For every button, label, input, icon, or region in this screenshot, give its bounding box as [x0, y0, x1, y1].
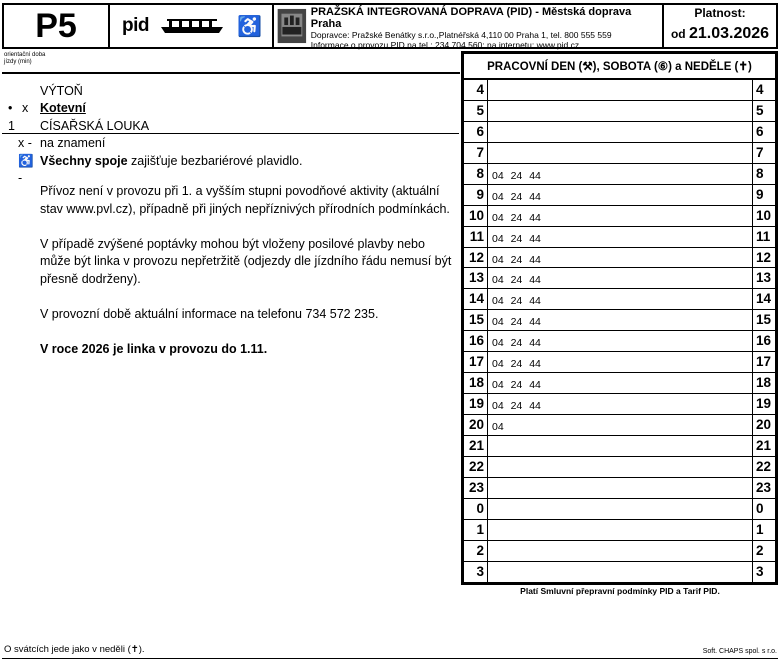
- hour-cell-right: 20: [756, 417, 772, 432]
- minutes-cell: [488, 436, 753, 456]
- pid-logo: pid: [122, 15, 149, 36]
- minutes-cell: [488, 562, 753, 583]
- hour-cell: 13: [464, 268, 488, 288]
- hour-cell: 6: [464, 122, 488, 142]
- hour-cell: 14: [464, 289, 488, 309]
- hour-cell-right: 7: [756, 144, 764, 160]
- hour-cell-right: 4: [756, 82, 764, 97]
- hour-cell: 5: [464, 101, 488, 121]
- prague-emblem-icon: [276, 8, 308, 44]
- hour-cell: 2: [464, 541, 488, 561]
- minutes-cell: 04 24 44: [488, 164, 753, 184]
- hour-cell: 18: [464, 373, 488, 393]
- hour-cell: 11: [464, 227, 488, 247]
- hour-cell: 7: [464, 143, 488, 163]
- hour-cell: 4: [464, 80, 488, 100]
- minutes-cell: [488, 478, 753, 498]
- minutes-cell: 04: [488, 415, 753, 435]
- hour-cell: 17: [464, 352, 488, 372]
- org-title: PRAŽSKÁ INTEGROVANÁ DOPRAVA (PID) - Městská doprava Praha: [310, 6, 632, 30]
- hour-cell-right: 9: [756, 186, 764, 202]
- ferry-icon: [159, 17, 225, 35]
- table-row: [464, 562, 775, 583]
- hour-cell: 3: [464, 562, 488, 583]
- minutes-cell: [488, 499, 753, 519]
- line-number-cell: [4, 5, 110, 47]
- minutes-cell: [488, 520, 753, 540]
- table-row: [464, 248, 775, 269]
- hour-cell-right: 22: [756, 458, 772, 474]
- org-info-cell: [274, 5, 664, 50]
- departure-table: [461, 51, 778, 585]
- hour-cell-right: 17: [756, 354, 772, 370]
- holiday-note: O svátcích jede jako v neděli (✝).: [4, 644, 145, 655]
- wheelchair-icon: ♿: [237, 15, 262, 38]
- table-row: [464, 80, 775, 101]
- minutes-cell: [488, 122, 753, 142]
- table-row: [464, 520, 775, 541]
- operator-info: Dopravce: Pražské Benátky s.r.o.,Platnéřská 4,110 00 Praha 1, tel. 800 555 559: [310, 30, 612, 40]
- hour-cell: 23: [464, 478, 488, 498]
- hour-cell-right: 3: [756, 563, 764, 579]
- table-row: [464, 436, 775, 457]
- minutes-cell: 04 24 44: [488, 185, 753, 205]
- timetable-header: [2, 3, 778, 49]
- minutes-cell: 04 24 44: [488, 352, 753, 372]
- table-row: [464, 143, 775, 164]
- table-row: [464, 164, 775, 185]
- divider: [2, 72, 460, 74]
- hour-cell: 20: [464, 415, 488, 435]
- service-info: [40, 183, 458, 376]
- validity-cell: [664, 5, 776, 47]
- minutes-cell: [488, 143, 753, 163]
- hour-cell-right: 6: [756, 123, 764, 139]
- hour-cell: 10: [464, 206, 488, 226]
- hour-cell-right: 23: [756, 479, 772, 495]
- table-row: [464, 185, 775, 206]
- phone-info: V provozní době aktuální informace na telefonu 734 572 235.: [40, 306, 379, 321]
- table-row: [464, 415, 775, 436]
- validity-label: Platnost:: [694, 6, 746, 20]
- hour-cell-right: 16: [756, 333, 772, 349]
- line-number: P5: [35, 6, 77, 45]
- hour-cell: 1: [464, 520, 488, 540]
- minutes-cell: [488, 457, 753, 477]
- flood-notice: Přívoz není v provozu při 1. a vyšším stupni povodňové aktivity (aktuální stav www.pvl.cz), případně při jiných nepříznivých přírodních podmínkách.: [40, 184, 450, 216]
- minutes-cell: 04 24 44: [488, 289, 753, 309]
- stop-name: CÍSAŘSKÁ LOUKA: [40, 118, 150, 133]
- minutes-cell: [488, 101, 753, 121]
- table-row: [464, 373, 775, 394]
- table-row: [464, 478, 775, 499]
- minutes-cell: 04 24 44: [488, 227, 753, 247]
- validity-date: 21.03.2026: [688, 25, 770, 42]
- table-row: [464, 352, 775, 373]
- hour-cell-right: 5: [756, 102, 764, 118]
- hour-cell-right: 10: [756, 207, 772, 223]
- pid-brand-cell: [110, 5, 274, 47]
- divider: [2, 133, 459, 134]
- hour-cell-right: 0: [756, 500, 764, 516]
- hour-cell-right: 12: [756, 249, 772, 265]
- conditions-note: Platí Smluvní přepravní podmínky PID a Tarif PID.: [520, 586, 720, 596]
- table-row: [464, 227, 775, 248]
- note-accessible: ♿ - Všechny spoje zajišťuje bezbariérové plavidlo.: [18, 153, 303, 185]
- stop-name: VÝTOŇ: [40, 83, 83, 98]
- hour-cell: 0: [464, 499, 488, 519]
- hour-cell-right: 13: [756, 270, 772, 286]
- minutes-cell: 04 24 44: [488, 331, 753, 351]
- table-row: [464, 268, 775, 289]
- validity-value: [671, 25, 769, 43]
- stop-item: [8, 82, 458, 100]
- divider: [2, 658, 778, 659]
- hour-cell-right: 18: [756, 375, 772, 391]
- table-row: [464, 457, 775, 478]
- table-row: [464, 310, 775, 331]
- legend-notes: [18, 135, 456, 188]
- hour-cell-right: 15: [756, 312, 772, 328]
- hour-cell-right: 21: [756, 437, 772, 453]
- minutes-cell: [488, 80, 753, 100]
- table-row: [464, 122, 775, 143]
- hour-cell-right: 14: [756, 291, 772, 307]
- minutes-cell: 04 24 44: [488, 206, 753, 226]
- note-on-request: x - na znamení: [18, 136, 106, 150]
- hour-cell: 8: [464, 164, 488, 184]
- hour-cell-right: 8: [756, 165, 764, 181]
- extra-service-notice: V případě zvýšené poptávky mohou být vloženy posilové plavby nebo může být linka v provozu nepřetržitě (odjezdy dle jízdního řádu nemusí být přesně dodrženy).: [40, 236, 452, 286]
- table-row: [464, 394, 775, 415]
- left-panel: [2, 52, 459, 72]
- minutes-cell: 04 24 44: [488, 310, 753, 330]
- table-heading: PRACOVNÍ DEN (⚒), SOBOTA (⑥) a NEDĚLE (✝): [464, 54, 775, 80]
- table-row: [464, 541, 775, 562]
- travel-time-label: orientační doba jízdy (min): [4, 52, 46, 65]
- minutes-cell: 04 24 44: [488, 394, 753, 414]
- hour-cell: 12: [464, 248, 488, 268]
- season-notice: V roce 2026 je linka v provozu do 1.11.: [40, 341, 268, 356]
- current-stop-name: Kotevní: [40, 101, 86, 116]
- contact-info: Informace o provozu PID na tel.: 234 704 560; na internetu: www.pid.cz: [310, 40, 580, 50]
- table-row: [464, 499, 775, 520]
- stop-item-current: • x Kotevní: [8, 101, 86, 116]
- table-rows: [464, 80, 775, 583]
- validity-prefix: od: [670, 27, 686, 41]
- hour-cell: 22: [464, 457, 488, 477]
- hour-cell-right: 11: [756, 228, 771, 244]
- hour-cell: 9: [464, 185, 488, 205]
- hour-cell: 16: [464, 331, 488, 351]
- stop-list: [8, 82, 458, 135]
- hour-cell-right: 2: [756, 542, 764, 558]
- table-row: [464, 101, 775, 122]
- table-row: [464, 206, 775, 227]
- hour-cell: 21: [464, 436, 488, 456]
- table-row: [464, 289, 775, 310]
- minutes-cell: 04 24 44: [488, 248, 753, 268]
- software-credit: Soft. CHAPS spol. s r.o.: [702, 648, 777, 655]
- stop-item: 1 CÍSAŘSKÁ LOUKA: [8, 118, 150, 133]
- minutes-cell: 04 24 44: [488, 373, 753, 393]
- minutes-cell: [488, 541, 753, 561]
- minutes-cell: 04 24 44: [488, 268, 753, 288]
- hour-cell-right: 19: [756, 396, 772, 412]
- table-row: [464, 331, 775, 352]
- hour-cell: 19: [464, 394, 488, 414]
- hour-cell: 15: [464, 310, 488, 330]
- hour-cell-right: 1: [756, 521, 764, 537]
